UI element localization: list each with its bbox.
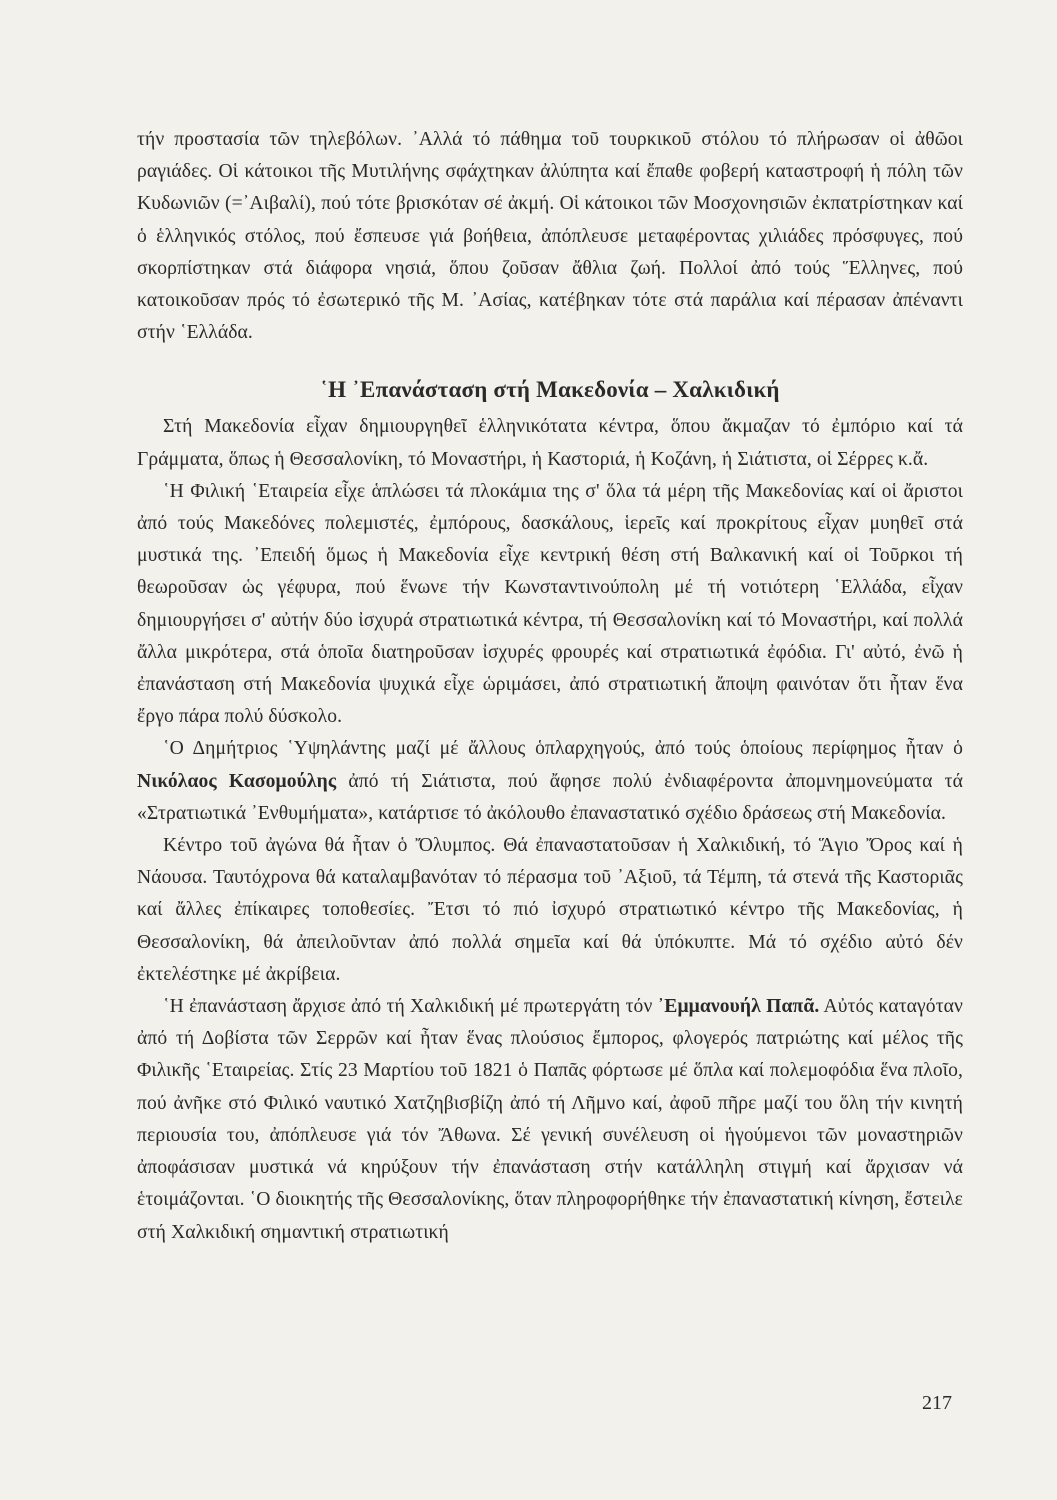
- name-kasomoulis: Νικόλαος Κασομούλης: [137, 770, 337, 792]
- paragraph-chalkidiki-text-start: ῾Η ἐπανάσταση ἄρχισε ἀπό τή Χαλκιδική μέ πρωτεργάτη τόν: [163, 996, 658, 1018]
- paragraph-filiki-etaireia: ῾Η Φιλική ῾Εταιρεία εἶχε ἁπλώσει τά πλοκάμια της σ' ὅλα τά μέρη τῆς Μακεδονίας καί οἱ ἄριστοι ἀπό τούς Μακεδόνες πολεμιστές, ἐμπόρους, δασκάλους, ἱερεῖς καί προκρίτους εἶχαν μυηθεῖ στά μυστικά της. ᾿Επειδή ὅμως ἡ Μακεδονία εἶχε κεντρική θέση στή Βαλκανική καί οἱ Τοῦρκοι τή θεωροῦσαν ὡς γέφυρα, πού ἕνωνε τήν Κωνσταντινούπολη μέ τή νοτιότερη ῾Ελλάδα, εἶχαν δημιουργήσει σ' αὐτήν δύο ἰσχυρά στρατιωτικά κέντρα, τή Θεσσαλονίκη καί τό Μοναστήρι, καί πολλά ἄλλα μικρότερα, στά ὁποῖα διατηροῦσαν ἰσχυρές φρουρές καί στρατιωτικά ἐφόδια. Γι' αὐτό, ἐνῶ ἡ ἐπανάσταση στή Μακεδονία ψυχικά εἶχε ὡριμάσει, ἀπό στρατιωτική ἄποψη φαινόταν ὅτι ἦταν ἕνα ἔργο πάρα πολύ δύσκολο.: [137, 480, 963, 728]
- page-body: [137, 124, 963, 1249]
- paragraph-ypsilantis-text-start: ῾Ο Δημήτριος ῾Υψηλάντης μαζί μέ ἄλλους ὁπλαρχηγούς, ἀπό τούς ὁποίους περίφημος ἦταν ὁ: [163, 738, 963, 760]
- paragraph-macedonia-centers: Στή Μακεδονία εἶχαν δημιουργηθεῖ ἑλληνικότατα κέντρα, ὅπου ἄκμαζαν τό ἐμπόριο καί τά Γράμματα, ὅπως ἡ Θεσσαλονίκη, τό Μοναστήρι, ἡ Καστοριά, ἡ Κοζάνη, ἡ Σιάτιστα, οἱ Σέρρες κ.ἄ.: [137, 416, 963, 470]
- paragraph-intro: τήν προστασία τῶν τηλεβόλων. ᾿Αλλά τό πάθημα τοῦ τουρκικοῦ στόλου τό πλήρωσαν οἱ ἀθῶοι ραγιάδες. Οἱ κάτοικοι τῆς Μυτιλήνης σφάχτηκαν ἀλύπητα καί ἔπαθε φοβερή καταστροφή ἡ πόλη τῶν Κυδωνιῶν (=᾿Αιβαλί), πού τότε βρισκόταν σέ ἀκμή. Οἱ κάτοικοι τῶν Μοσχονησιῶν ἐκπατρίστηκαν καί ὁ ἑλληνικός στόλος, πού ἔσπευσε γιά βοήθεια, ἀπόπλευσε μεταφέροντας χιλιάδες πρόσφυγες, πού σκορπίστηκαν στά διάφορα νησιά, ὅπου ζοῦσαν ἄθλια ζωή. Πολλοί ἀπό τούς Ἕλληνες, πού κατοικοῦσαν πρός τό ἐσωτερικό τῆς Μ. ᾿Ασίας, κατέβηκαν τότε στά παράλια καί πέρασαν ἀπέναντι στήν ῾Ελλάδα.: [137, 129, 963, 344]
- paragraph-olympus-plan: Κέντρο τοῦ ἀγώνα θά ἦταν ὁ Ὄλυμπος. Θά ἐπαναστατοῦσαν ἡ Χαλκιδική, τό Ἅγιο Ὄρος καί ἡ Νάουσα. Ταυτόχρονα θά καταλαμβανόταν τό πέρασμα τοῦ ᾿Αξιοῦ, τά Τέμπη, τά στενά τῆς Καστοριᾶς καί ἄλλες ἐπίκαιρες τοποθεσίες. Ἔτσι τό πιό ἰσχυρό στρατιωτικό κέντρο τῆς Μακεδονίας, ἡ Θεσσαλονίκη, θά ἀπειλοῦνταν ἀπό πολλά σημεῖα καί θά ὑπόκυπτε. Μά τό σχέδιο αὐτό δέν ἐκτελέστηκε μέ ἀκρίβεια.: [137, 835, 963, 985]
- paragraph-ypsilantis-plan: [137, 733, 963, 830]
- paragraph-ypsilantis-text-end: ἀπό τή Σιάτιστα, πού ἄφησε πολύ ἐνδιαφέροντα ἀπομνημονεύματα τά «Στρατιωτικά ᾿Ενθυμήματα», κατάρτισε τό ἀκόλουθο ἐπαναστατικό σχέδιο δράσεως στή Μακεδονία.: [137, 770, 963, 824]
- paragraph-chalkidiki-text-end: Αὐτός καταγόταν ἀπό τή Δοβίστα τῶν Σερρῶν καί ἦταν ἕνας πλούσιος ἔμπορος, φλογερός πατριώτης καί μέλος τῆς Φιλικῆς ῾Εταιρείας. Στίς 23 Μαρτίου τοῦ 1821 ὁ Παπᾶς φόρτωσε μέ ὅπλα καί πολεμοφόδια ἕνα πλοῖο, πού ἀνῆκε στό Φιλικό ναυτικό Χατζηβισβίζη ἀπό τή Λῆμνο καί, ἀφοῦ πῆρε μαζί του ὅλη τήν κινητή περιουσία του, ἀπόπλευσε γιά τόν Ἄθωνα. Σέ γενική συνέλευση οἱ ἡγούμενοι τῶν μοναστηριῶν ἀποφάσισαν μυστικά νά κηρύξουν τήν ἐπανάσταση στήν κατάλληλη στιγμή καί ἄρχισαν νά ἑτοιμάζονται. ῾Ο διοικητής τῆς Θεσσαλονίκης, ὅταν πληροφορήθηκε τήν ἐπαναστατική κίνηση, ἔστειλε στή Χαλκιδική σημαντική στρατιωτική: [137, 996, 963, 1243]
- page-number: 217: [922, 1392, 952, 1414]
- name-emmanouil-papas: ᾿Εμμανουήλ Παπᾶ.: [657, 996, 820, 1018]
- section-heading: ῾Η ᾿Επανάσταση στή Μακεδονία – Χαλκιδική: [320, 377, 780, 403]
- paragraph-chalkidiki-revolution: [137, 991, 963, 1249]
